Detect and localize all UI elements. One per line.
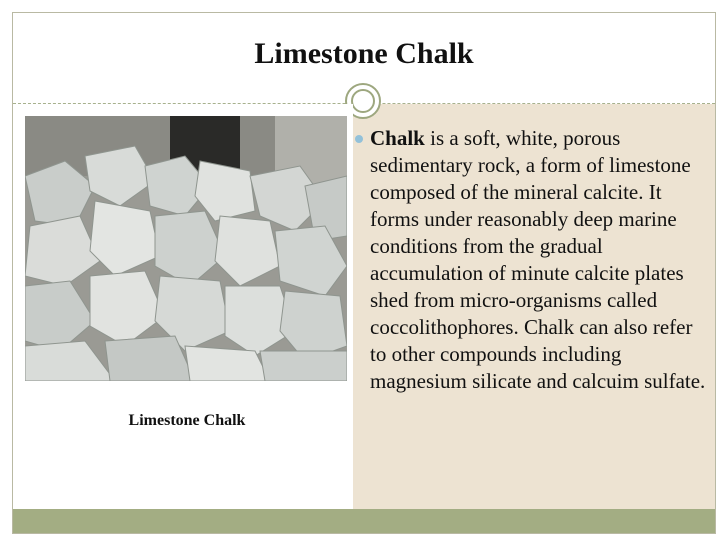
bullet-description: is a soft, white, porous sedimentary rock, a form of limestone composed of the mineral calcite. It forms under reasonably deep marine conditions from the gradual accumulation of minute calcite plates shed from micro-organisms called coccolithophores. Chalk can also refer to other compounds including magnesium silicate and calcuim sulfate. bbox=[370, 126, 706, 393]
image-caption: Limestone Chalk bbox=[128, 412, 246, 429]
bullet-icon bbox=[355, 135, 363, 143]
bullet-term: Chalk bbox=[370, 126, 425, 150]
bullet-paragraph bbox=[355, 125, 707, 395]
slide bbox=[12, 12, 716, 534]
image-panel bbox=[13, 104, 353, 510]
chalk-rock-photo bbox=[25, 116, 347, 381]
footer-bar bbox=[13, 509, 715, 533]
slide-title: Limestone Chalk bbox=[254, 37, 474, 70]
bullet-body bbox=[370, 125, 707, 395]
